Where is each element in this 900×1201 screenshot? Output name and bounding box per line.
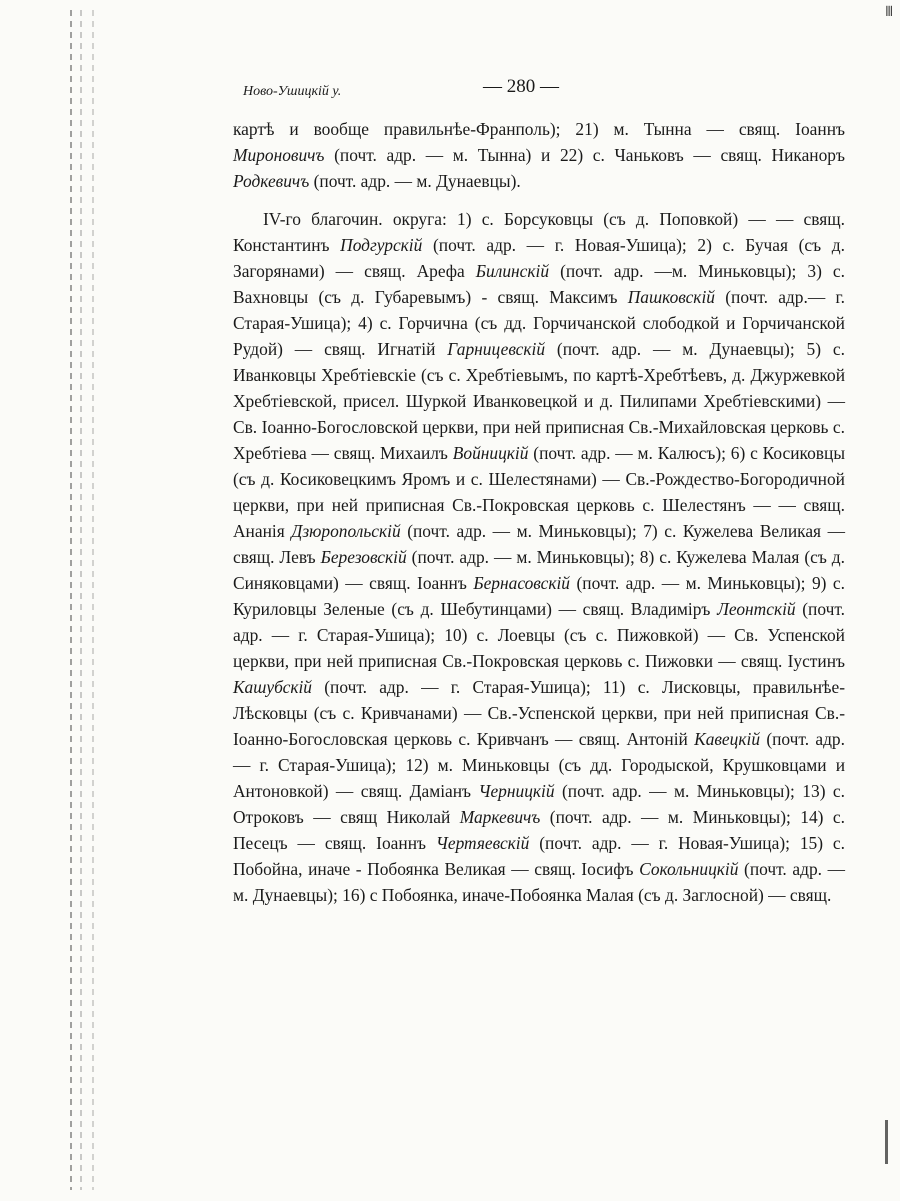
page-gutter-edge — [92, 10, 94, 1190]
priest-surname: Мироновичъ — [233, 145, 325, 165]
text-run: (почт. адр. — м. Миньковцы); 14) с. Песецъ — свящ. Іоаннъ — [233, 807, 845, 853]
priest-surname: Кашубскій — [233, 677, 312, 697]
text-run: (почт. адр. — м. Дунаевцы); 16) с Побоянка, иначе-Побоянка Малая (съ д. Заглосной) — свящ. — [233, 859, 845, 905]
page-gutter-edge — [70, 10, 72, 1190]
priest-surname: Сокольницкій — [639, 859, 739, 879]
district-header: Ново-Ушицкій у. — [243, 84, 342, 99]
priest-surname: Березовскій — [320, 547, 407, 567]
text-run: (почт. адр. — м. Миньковцы); 8) с. Кужелева Малая (съ д. Синяковцами) — свящ. Іоаннъ — [233, 547, 845, 593]
priest-surname: Бернасовскій — [473, 573, 571, 593]
page-number: — 280 — — [483, 76, 559, 97]
priest-surname: Черницкій — [478, 781, 555, 801]
corner-mark: ꟾꟾꟾ — [885, 6, 892, 19]
running-head — [233, 76, 845, 106]
priest-surname: Билинскій — [475, 261, 550, 281]
priest-surname: Войницкій — [452, 443, 529, 463]
text-run: (почт. адр. — г. Старая-Ушица); 11) с. Лисковцы, правильнѣе-Лѣсковцы (съ с. Кривчанами) — Св.-Успенской церкви, при ней приписная Св.-Іоанно-Богословская церковь с. Кривчанъ — свящ. Антоній — [233, 677, 845, 749]
page-body — [233, 76, 845, 908]
text-run: (почт. адр. — м. Калюсъ); 6) с Косиковцы (съ д. Косиковецкимъ Яромъ и с. Шелестянами) — Св.-Рождество-Богородичной церкви, при ней приписная Св.-Покровская церковь с. Шелестянъ — — свящ. Ананія — [233, 443, 845, 541]
text-run: (почт. адр. — м. Миньковцы); 9) с. Куриловцы Зеленые (съ д. Шебутинцами) — свящ. Владиміръ — [233, 573, 846, 619]
text-run: (почт. адр. — м. Дунаевцы). — [309, 171, 521, 191]
page-gutter-edge — [80, 10, 82, 1190]
text-run: (почт. адр. — г. Старая-Ушица); 10) с. Лоевцы (съ с. Пижовкой) — Св. Успенской церкви, при ней приписная Св.-Покровская церковь с. Пижовки — свящ. Іустинъ — [233, 599, 845, 671]
text-run: (почт. адр. — м. Миньковцы); 7) с. Кужелева Великая — свящ. Левъ — [233, 521, 845, 567]
priest-surname: Родкевичъ — [233, 171, 310, 191]
text-run: (почт. адр. —м. Миньковцы); 3) с. Вахновцы (съ д. Губаревымъ) - свящ. Максимъ — [233, 261, 845, 307]
paragraph-deanery-iv — [233, 206, 845, 908]
priest-surname: Кавецкій — [694, 729, 761, 749]
priest-surname: Леонтскій — [717, 599, 796, 619]
priest-surname: Гарницевскій — [447, 339, 546, 359]
text-run: (почт. адр. — м. Тынна) и 22) с. Чаньковъ — свящ. Никаноръ — [324, 145, 845, 165]
priest-surname: Маркевичъ — [459, 807, 541, 827]
priest-surname: Дзюропольскій — [291, 521, 401, 541]
text-run: (почт. адр.— г. Старая-Ушица); 4) с. Горчична (съ дд. Горчичанской слободкой и Горчичанской Рудой) — свящ. Игнатій — [233, 287, 845, 359]
text-run: картѣ и вообще правильнѣе-Франполь); 21) м. Тынна — свящ. Іоаннъ — [233, 119, 845, 139]
text-run: (почт. адр. — г. Старая-Ушица); 12) м. Миньковцы (съ дд. Городыской, Крушковцами и Антоновкой) — свящ. Даміанъ — [233, 729, 845, 801]
text-run: IV-го благочин. округа: 1) с. Борсуковцы (съ д. Поповкой) — — свящ. Константинъ — [233, 209, 845, 255]
text-run: (почт. адр. — м. Миньковцы); 13) с. Отроковъ — свящ Николай — [233, 781, 845, 827]
text-run: (почт. адр. — г. Новая-Ушица); 15) с. Побойна, иначе - Побоянка Великая — свящ. Іосифъ — [233, 833, 845, 879]
scan-speck — [885, 1120, 888, 1164]
priest-surname: Чертяевскій — [435, 833, 530, 853]
text-run: (почт. адр. — г. Новая-Ушица); 2) с. Бучая (съ д. Загорянами) — свящ. Арефа — [233, 235, 845, 281]
priest-surname: Пашковскій — [627, 287, 715, 307]
priest-surname: Подгурскій — [340, 235, 423, 255]
text-run: (почт. адр. — м. Дунаевцы); 5) с. Иванковцы Хребтіевскіе (съ с. Хребтіевымъ, по картѣ-Хребтѣевъ, д. Джуржевкой Хребтіевской, присел. Шуркой Иванковецкой и д. Пилипами Хребтіевскими) — Св. Іоанно-Богословской церкви, при ней приписная Св.-Михайловская церковь с. Хребтіева — свящ. Михаилъ — [233, 339, 845, 463]
paragraph-continuation — [233, 116, 845, 194]
